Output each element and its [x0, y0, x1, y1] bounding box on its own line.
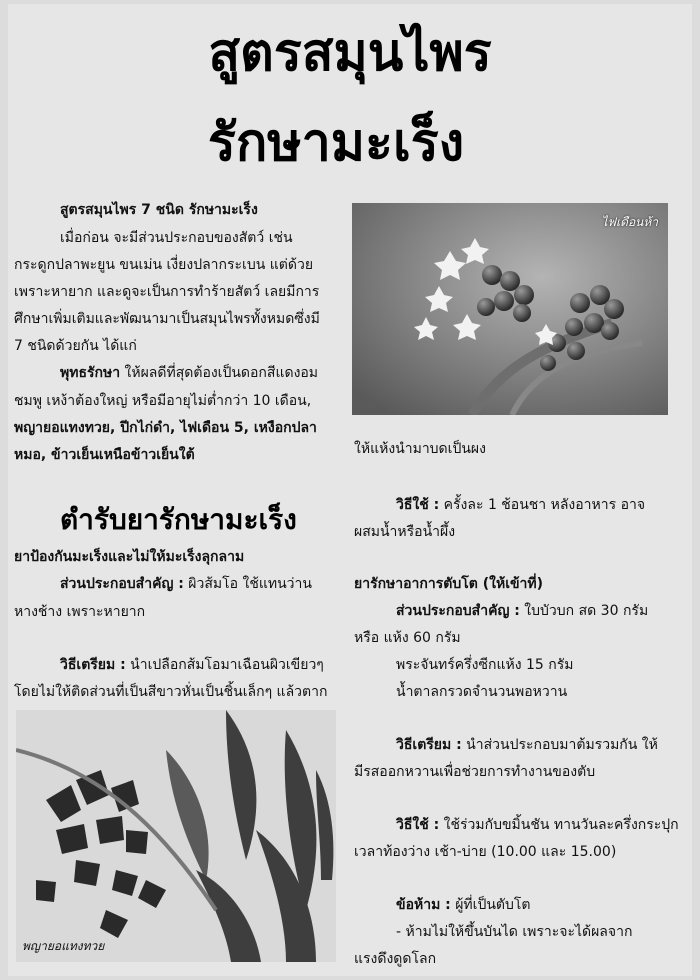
herbs-label: พุทธรักษา — [60, 365, 121, 381]
recipe-usage-2: ผสมน้ำหรือน้ำผึ้ง — [354, 524, 456, 540]
recipe-usage-text: ครั้งละ 1 ช้อนชา หลังอาหาร อาจ — [439, 497, 646, 513]
liver-heading: ยารักษาอาการตับโต (ให้เข้าที่) — [354, 576, 544, 592]
leaf-photo-illustration — [16, 710, 336, 962]
page-title-line-2: รักษามะเร็ง — [207, 113, 465, 173]
page-title-line-1: สูตรสมุนไพร — [208, 23, 492, 83]
liver-ingredients-4: น้ำตาลกรวดจำนวนพอหวาน — [396, 684, 568, 700]
recipe-ingredients-label: ส่วนประกอบสำคัญ : — [60, 576, 184, 592]
recipe-prep-2: โดยไม่ให้ติดส่วนที่เป็นสีขาวหั่นเป็นชิ้นเล็กๆ แล้วตาก — [14, 684, 328, 700]
recipe-prep-text: นำเปลือกส้มโอมาเฉือนผิวเขียวๆ — [125, 657, 324, 673]
liver-warning-text: ผู้ที่เป็นตับโต — [450, 897, 531, 913]
recipe-ingredients — [60, 571, 312, 599]
recipe-prep-label: วิธีเตรียม : — [60, 657, 126, 673]
intro-line-5: 7 ชนิดด้วยกัน ได้แก่ — [14, 338, 137, 354]
liver-ingredients-label: ส่วนประกอบสำคัญ : — [396, 603, 520, 619]
magazine-page — [8, 4, 692, 976]
herbs-line-3: พญายอแทงทวย, ปีกไก่ดำ, ไฟเดือน 5, เหงือกปลา — [14, 420, 317, 436]
recipe-prep — [60, 652, 324, 680]
intro-heading: สูตรสมุนไพร 7 ชนิด รักษามะเร็ง — [60, 202, 258, 218]
liver-warning — [396, 892, 531, 920]
liver-ingredients-2: หรือ แห้ง 60 กรัม — [354, 630, 461, 646]
recipe-usage-label: วิธีใช้ : — [396, 497, 440, 513]
intro-line-2: กระดูกปลาพะยูน ขนเม่น เงี่ยงปลากระเบน แต่ด้วย — [14, 257, 314, 273]
photo-caption-bottom: พญายอแทงทวย — [22, 939, 105, 953]
intro-line-4: ศึกษาเพิ่มเติมและพัฒนามาเป็นสมุนไพรทั้งหมดซึ่งมี — [14, 311, 320, 327]
intro-line-1: เมื่อก่อน จะมีส่วนประกอบของสัตว์ เช่น — [60, 230, 293, 246]
liver-prep-text: นำส่วนประกอบมาต้มรวมกัน ให้ — [461, 737, 658, 753]
herbs-text-1: ให้ผลดีที่สุดต้องเป็นดอกสีแดงอม — [120, 365, 319, 381]
liver-ingredients-3: พระจันทร์ครึ่งซีกแห้ง 15 กรัม — [396, 657, 574, 673]
liver-prep-2: มีรสออกหวานเพื่อช่วยการทำงานของตับ — [354, 764, 596, 780]
liver-prep — [396, 732, 658, 760]
liver-warning-2: - ห้ามไม่ให้ขึ้นบันได เพราะจะได้ผลจาก — [396, 924, 633, 940]
herbs-line-2: ชมพู เหง้าต้องใหญ่ หรือมีอายุไม่ต่ำกว่า 10 เดือน, — [14, 393, 312, 409]
recipe-ingredients-text: ผิวส้มโอ ใช้แทนว่าน — [183, 576, 312, 592]
liver-usage — [396, 812, 679, 840]
liver-warning-label: ข้อห้าม : — [396, 897, 451, 913]
recipe-usage — [396, 492, 645, 520]
photo-payayo — [16, 710, 336, 962]
liver-usage-2: เวลาท้องว่าง เช้า-บ่าย (10.00 และ 15.00) — [354, 844, 617, 860]
herbs-line-4: หมอ, ข้าวเย็นเหนือข้าวเย็นใต้ — [14, 447, 195, 463]
liver-ingredients-text: ใบบัวบก สด 30 กรัม — [519, 603, 649, 619]
recipe-prep-3: ให้แห้งนำมาบดเป็นผง — [354, 441, 486, 457]
photo-fai-duean-ha — [352, 203, 668, 415]
recipe-heading: ตำรับยารักษามะเร็ง — [60, 503, 297, 536]
herbs-line-1 — [60, 360, 318, 388]
liver-usage-text: ใช้ร่วมกับขมิ้นชัน ทานวันละครึ่งกระปุก — [439, 817, 679, 833]
liver-warning-3: แรงดึงดูดโลก — [354, 951, 437, 967]
recipe-subheading: ยาป้องกันมะเร็งและไม่ให้มะเร็งลุกลาม — [14, 549, 245, 565]
intro-line-3: เพราะหายาก และดูจะเป็นการทำร้ายสัตว์ เลยมีการ — [14, 284, 320, 300]
recipe-ingredients-2: หางช้าง เพราะหายาก — [14, 604, 146, 620]
liver-prep-label: วิธีเตรียม : — [396, 737, 462, 753]
flower-photo-illustration — [352, 203, 668, 415]
liver-usage-label: วิธีใช้ : — [396, 817, 440, 833]
liver-ingredients — [396, 598, 648, 626]
photo-caption-top: ไฟเดือนห้า — [601, 215, 658, 229]
